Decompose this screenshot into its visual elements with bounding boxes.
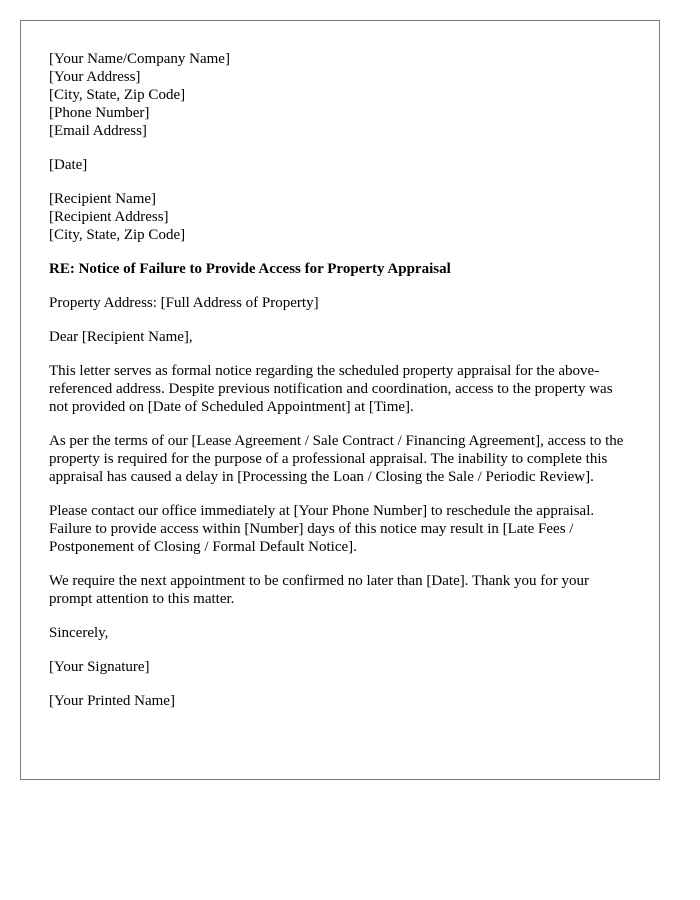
salutation: Dear [Recipient Name],: [49, 329, 193, 345]
letter-date: [Date]: [49, 157, 88, 173]
recipient-city-state-zip: [City, State, Zip Code]: [49, 227, 186, 243]
recipient-name: [Recipient Name]: [49, 191, 157, 207]
property-address: Property Address: [Full Address of Property]: [49, 295, 319, 311]
body-paragraph-2: As per the terms of our [Lease Agreement / Sale Contract / Financing Agreement], access to the property is required for the purpose of a professional appraisal. The inability to complete this appraisal has caused a delay in [Processing the Loan / Closing the Sale / Periodic Review].: [49, 433, 624, 485]
recipient-address: [Recipient Address]: [49, 209, 169, 225]
date-block: [49, 156, 631, 174]
recipient-block: [49, 190, 631, 244]
sender-name: [Your Name/Company Name]: [49, 51, 230, 67]
body-paragraph-3: Please contact our office immediately at [Your Phone Number] to reschedule the appraisal. Failure to provide access within [Number] days of this notice may result in [Late Fees / Postponement of Closing / Formal Default Notice].: [49, 503, 595, 555]
subject-line: RE: Notice of Failure to Provide Access for Property Appraisal: [49, 261, 451, 277]
letter-page: [20, 20, 660, 780]
sender-city-state-zip: [City, State, Zip Code]: [49, 87, 186, 103]
sender-block: [49, 50, 631, 140]
body-paragraph-4: We require the next appointment to be confirmed no later than [Date]. Thank you for your prompt attention to this matter.: [49, 573, 589, 607]
sender-address: [Your Address]: [49, 69, 141, 85]
signature-placeholder: [Your Signature]: [49, 659, 150, 675]
printed-name: [Your Printed Name]: [49, 693, 175, 709]
sender-phone: [Phone Number]: [49, 105, 150, 121]
closing: Sincerely,: [49, 625, 109, 641]
sender-email: [Email Address]: [49, 123, 147, 139]
body-paragraph-1: This letter serves as formal notice regarding the scheduled property appraisal for the above-referenced address. Despite previous notification and coordination, access to the property was not provided on [Date of Scheduled Appointment] at [Time].: [49, 363, 613, 415]
